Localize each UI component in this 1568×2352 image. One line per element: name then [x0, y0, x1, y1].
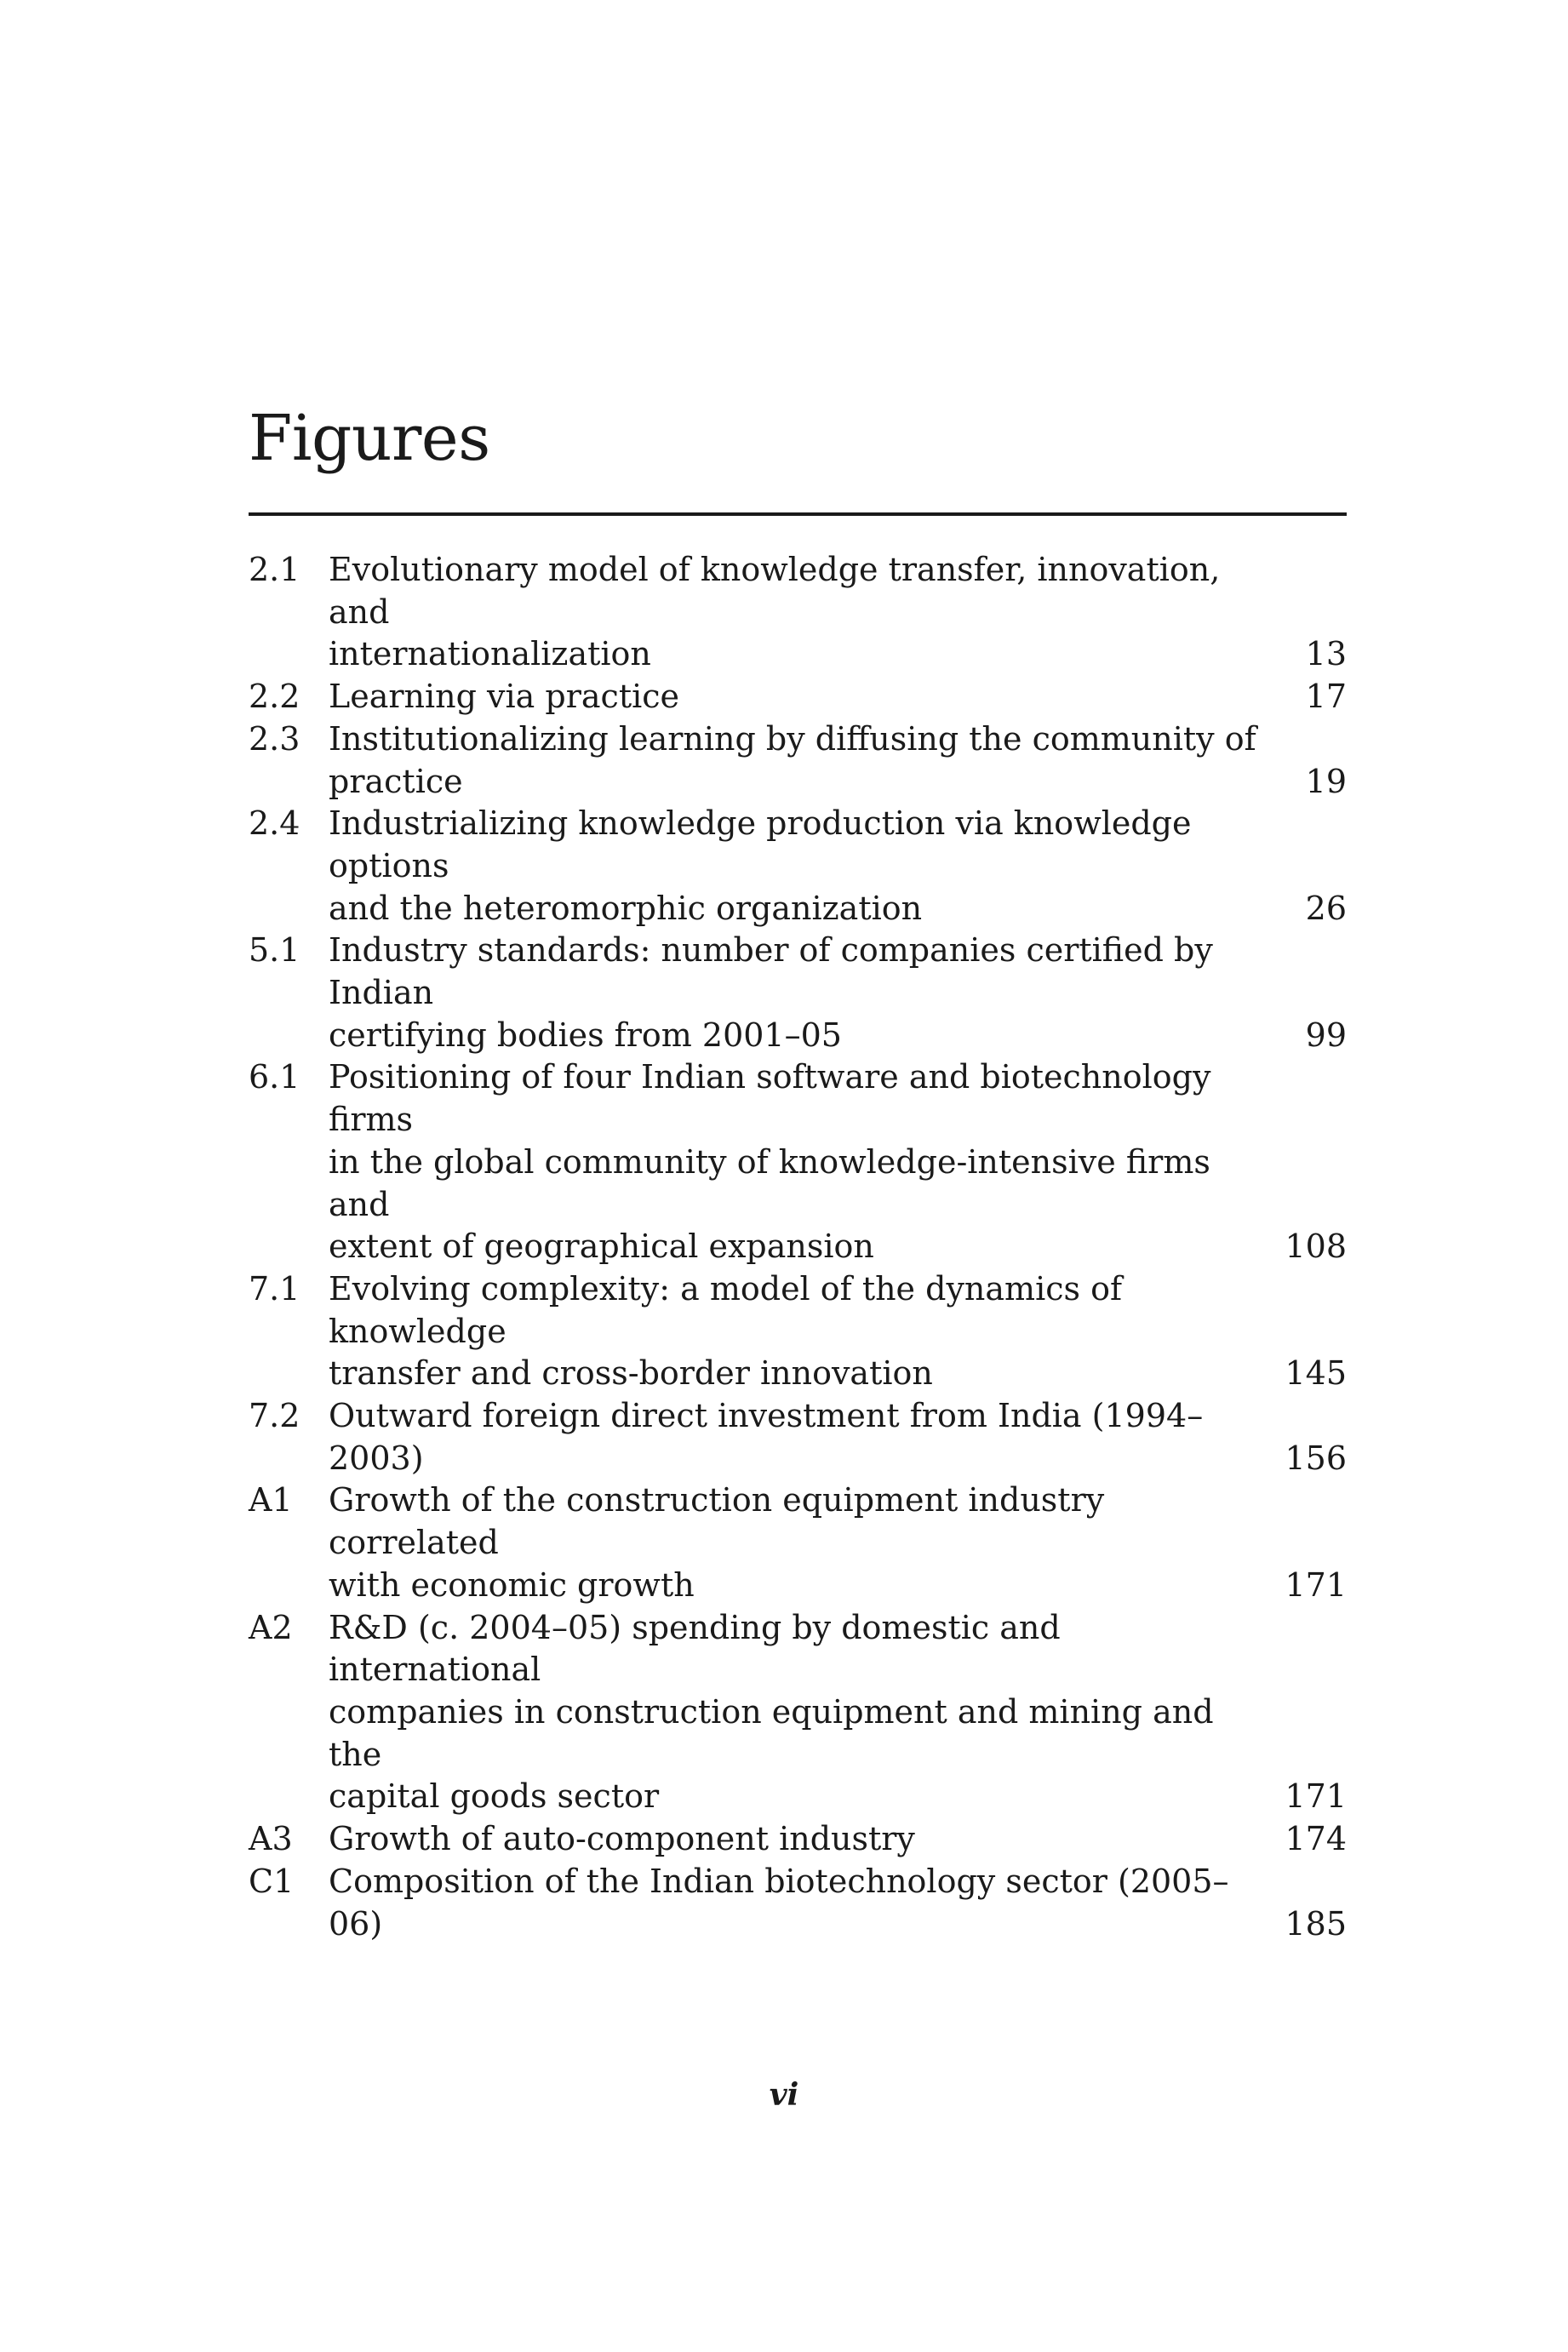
figure-number: C1: [249, 1862, 295, 1900]
figure-caption: [329, 1056, 1279, 1268]
figure-entry[interactable]: [249, 1607, 1347, 1819]
title-rule: [249, 512, 1347, 516]
figure-page-number: 108: [1285, 1228, 1347, 1266]
figure-caption: [329, 930, 1279, 1056]
figure-number: 2.2: [249, 678, 300, 716]
figure-caption: [329, 1607, 1279, 1819]
figure-page-number: 171: [1285, 1565, 1347, 1604]
figure-caption-line: practice: [329, 762, 463, 800]
figure-caption: [329, 1268, 1279, 1395]
figure-number: 2.3: [249, 719, 300, 758]
figure-page-number: 19: [1305, 762, 1347, 800]
figure-list: [249, 549, 1347, 1945]
page-number: vi: [769, 2077, 799, 2113]
figure-caption-line: and the heteromorphic organization: [329, 889, 923, 927]
figure-entry[interactable]: [249, 1818, 1347, 1861]
figure-entry[interactable]: [249, 930, 1347, 1056]
figure-caption-line: Institutionalizing learning by diffusing the community of: [329, 719, 1256, 758]
figure-page-number: 156: [1285, 1439, 1347, 1477]
figure-caption-line: Industrializing knowledge production via knowledge options: [329, 804, 1192, 884]
page-title: Figures: [249, 402, 490, 475]
figure-caption-line: Composition of the Indian biotechnology sector (2005–06): [329, 1862, 1229, 1943]
figure-page-number: 17: [1305, 678, 1347, 716]
figure-entry[interactable]: [249, 803, 1347, 930]
figure-entry[interactable]: [249, 1395, 1347, 1479]
figure-caption-line: Positioning of four Indian software and biotechnology firms: [329, 1058, 1211, 1139]
figure-entry[interactable]: [249, 1479, 1347, 1606]
figure-caption-line: in the global community of knowledge-intensive firms and: [329, 1142, 1210, 1223]
figure-number: 5.1: [249, 931, 300, 970]
figure-number: A1: [249, 1481, 293, 1519]
figure-caption: [329, 676, 1279, 718]
figure-caption: [329, 1395, 1279, 1479]
figure-caption-line: Evolutionary model of knowledge transfer, innovation, and: [329, 551, 1221, 631]
figure-caption: [329, 1861, 1279, 1945]
figure-page-number: 185: [1285, 1904, 1347, 1943]
figure-number: 6.1: [249, 1058, 300, 1096]
figure-caption: [329, 549, 1279, 676]
figure-number: 2.1: [249, 551, 300, 588]
figure-caption-line: transfer and cross-border innovation: [329, 1354, 933, 1393]
figure-page-number: 174: [1285, 1820, 1347, 1858]
figure-number: A3: [249, 1820, 293, 1858]
figure-caption-line: Growth of the construction equipment industry correlated: [329, 1481, 1105, 1562]
figure-caption-line: with economic growth: [329, 1565, 695, 1604]
figure-entry[interactable]: [249, 1861, 1347, 1945]
figure-number: 7.1: [249, 1269, 300, 1308]
figure-caption-line: Outward foreign direct investment from India (1994–2003): [329, 1397, 1204, 1477]
figure-entry[interactable]: [249, 718, 1347, 803]
figure-caption-line: extent of geographical expansion: [329, 1228, 874, 1266]
figure-caption-line: capital goods sector: [329, 1777, 660, 1816]
figure-entry[interactable]: [249, 549, 1347, 676]
figure-page-number: 26: [1305, 889, 1347, 927]
figure-caption: [329, 1818, 1279, 1861]
figure-caption-line: R&D (c. 2004–05) spending by domestic and international: [329, 1608, 1061, 1689]
figure-caption-line: Industry standards: number of companies certified by Indian: [329, 931, 1213, 1012]
figure-page-number: 13: [1305, 635, 1347, 673]
figure-caption: [329, 718, 1279, 803]
figure-caption-line: internationalization: [329, 635, 651, 673]
figure-entry[interactable]: [249, 676, 1347, 718]
figure-page-number: 145: [1285, 1354, 1347, 1393]
figure-number: 7.2: [249, 1397, 300, 1435]
figure-caption-line: Evolving complexity: a model of the dynamics of knowledge: [329, 1269, 1123, 1350]
figure-number: A2: [249, 1608, 293, 1646]
figure-caption-line: Learning via practice: [329, 678, 680, 716]
figure-caption-line: companies in construction equipment and mining and the: [329, 1692, 1214, 1773]
figure-caption: [329, 803, 1279, 930]
figure-caption: [329, 1479, 1279, 1606]
figure-page-number: 171: [1285, 1777, 1347, 1816]
figure-entry[interactable]: [249, 1056, 1347, 1268]
figure-page-number: 99: [1305, 1016, 1347, 1054]
figure-caption-line: Growth of auto-component industry: [329, 1820, 915, 1858]
figure-entry[interactable]: [249, 1268, 1347, 1395]
figure-number: 2.4: [249, 804, 300, 843]
figure-caption-line: certifying bodies from 2001–05: [329, 1016, 842, 1054]
